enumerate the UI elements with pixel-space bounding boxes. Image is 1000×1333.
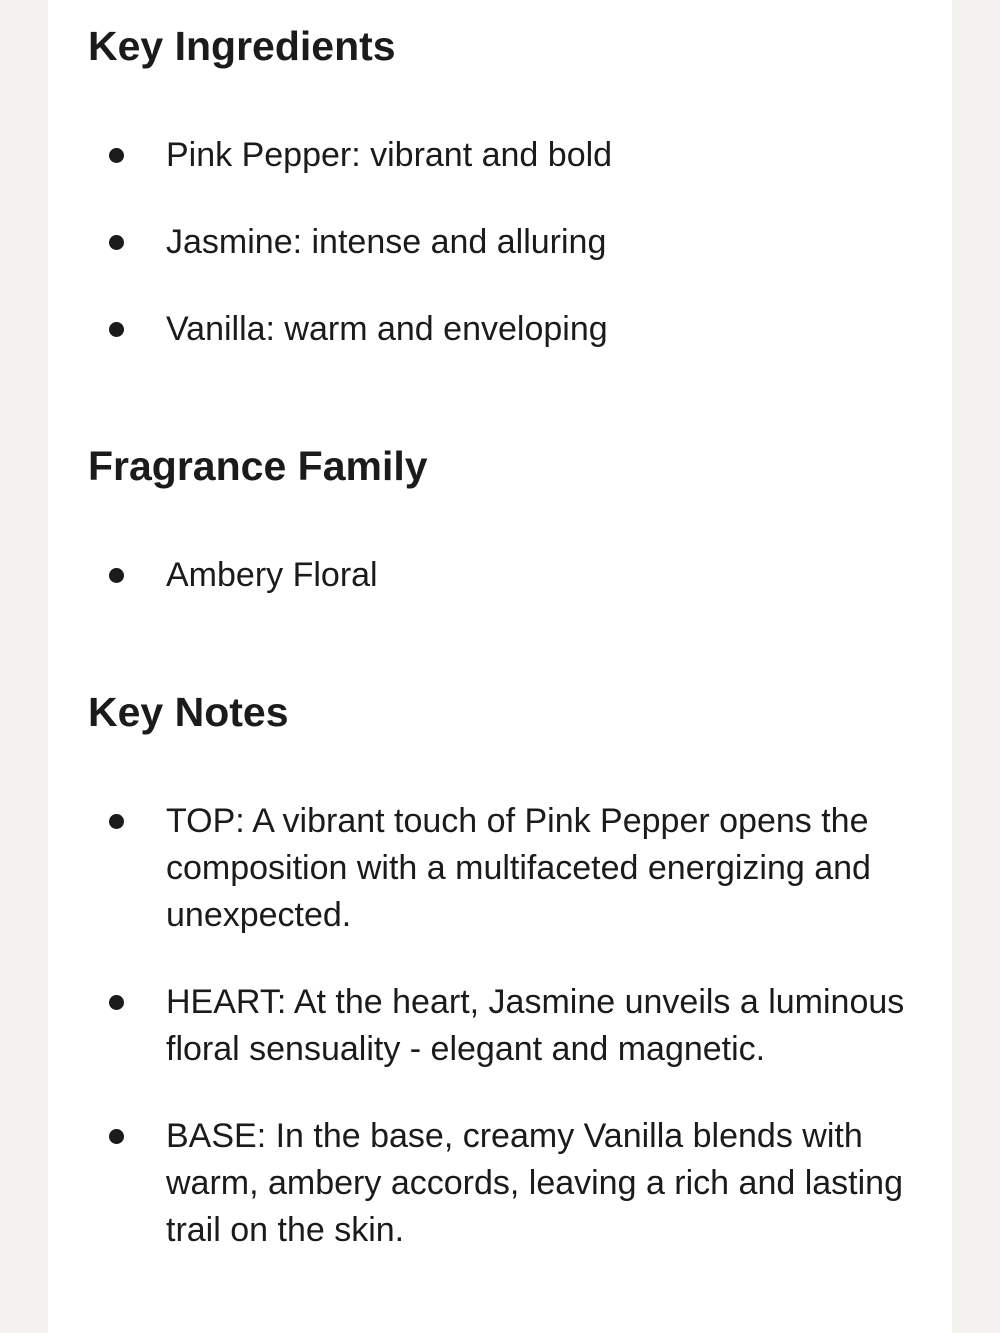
key-notes-list — [88, 798, 948, 1254]
key-ingredients-heading: Key Ingredients — [88, 23, 396, 69]
ingredient-text: Jasmine: intense and alluring — [166, 223, 607, 261]
list-item — [88, 798, 948, 939]
ingredient-text: Vanilla: warm and enveloping — [166, 310, 608, 348]
list-item — [88, 306, 948, 353]
note-text: BASE: In the base, creamy Vanilla blends with warm, ambery accords, leaving a rich and lasting trail on the skin. — [166, 1117, 903, 1249]
note-text: TOP: A vibrant touch of Pink Pepper opens the composition with a multifaceted energizing and unexpected. — [166, 802, 871, 934]
ingredient-text: Pink Pepper: vibrant and bold — [166, 136, 613, 174]
fragrance-family-list — [88, 552, 948, 599]
key-ingredients-list — [88, 132, 948, 353]
list-item — [88, 132, 948, 179]
bullet-icon — [109, 148, 124, 163]
bullet-icon — [109, 1129, 124, 1144]
note-text: HEART: At the heart, Jasmine unveils a luminous floral sensuality - elegant and magnetic. — [166, 983, 905, 1068]
list-item — [88, 219, 948, 266]
fragrance-family-heading: Fragrance Family — [88, 443, 428, 489]
bullet-icon — [109, 568, 124, 583]
bullet-icon — [109, 322, 124, 337]
key-notes-heading: Key Notes — [88, 689, 289, 735]
list-item — [88, 552, 948, 599]
list-item — [88, 979, 948, 1073]
family-text: Ambery Floral — [166, 556, 378, 594]
bullet-icon — [109, 814, 124, 829]
list-item — [88, 1113, 948, 1254]
bullet-icon — [109, 235, 124, 250]
bullet-icon — [109, 995, 124, 1010]
